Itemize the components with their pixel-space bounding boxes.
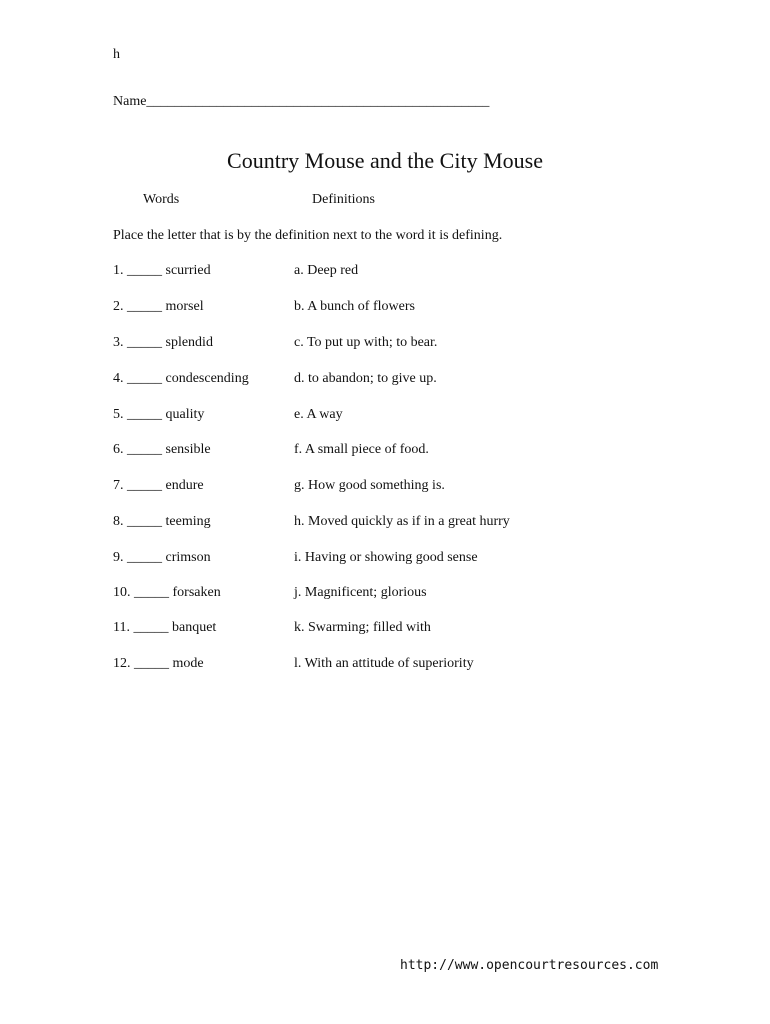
vocab-word: 1. _____ scurried: [113, 263, 211, 278]
vocab-word: 2. _____ morsel: [113, 299, 204, 314]
vocab-word: 8. _____ teeming: [113, 514, 211, 529]
column-header-words: Words: [143, 192, 180, 207]
name-field-label: Name_________________________________________________: [113, 94, 490, 109]
footer-url: http://www.opencourtresources.com: [400, 958, 659, 973]
vocab-word: 3. _____ splendid: [113, 335, 213, 350]
list-item: [0, 478, 770, 498]
vocab-word: 4. _____ condescending: [113, 371, 249, 386]
definition: k. Swarming; filled with: [294, 620, 431, 635]
vocab-word: 7. _____ endure: [113, 478, 204, 493]
definition: g. How good something is.: [294, 478, 445, 493]
definition: c. To put up with; to bear.: [294, 335, 438, 350]
page-title-text: Country Mouse and the City Mouse: [227, 148, 543, 173]
list-item: [0, 620, 770, 640]
definition: f. A small piece of food.: [294, 442, 429, 457]
list-item: [0, 335, 770, 355]
column-header-definitions: Definitions: [312, 192, 375, 207]
vocab-word: 10. _____ forsaken: [113, 585, 221, 600]
list-item: [0, 299, 770, 319]
page-title: [0, 148, 770, 174]
header-letter: h: [113, 47, 120, 62]
definition: h. Moved quickly as if in a great hurry: [294, 514, 510, 529]
definition: j. Magnificent; glorious: [294, 585, 427, 600]
vocab-word: 9. _____ crimson: [113, 550, 211, 565]
definition: a. Deep red: [294, 263, 359, 278]
vocab-word: 11. _____ banquet: [113, 620, 217, 635]
definition: b. A bunch of flowers: [294, 299, 415, 314]
list-item: [0, 371, 770, 391]
definition: d. to abandon; to give up.: [294, 371, 437, 386]
list-item: [0, 656, 770, 676]
list-item: [0, 514, 770, 534]
list-item: [0, 407, 770, 427]
list-item: [0, 263, 770, 283]
list-item: [0, 550, 770, 570]
definition: e. A way: [294, 407, 343, 422]
list-item: [0, 585, 770, 605]
vocab-word: 5. _____ quality: [113, 407, 205, 422]
definition: i. Having or showing good sense: [294, 550, 478, 565]
instructions: Place the letter that is by the definition next to the word it is defining.: [113, 228, 503, 243]
vocab-word: 6. _____ sensible: [113, 442, 211, 457]
definition: l. With an attitude of superiority: [294, 656, 474, 671]
list-item: [0, 442, 770, 462]
vocab-word: 12. _____ mode: [113, 656, 204, 671]
